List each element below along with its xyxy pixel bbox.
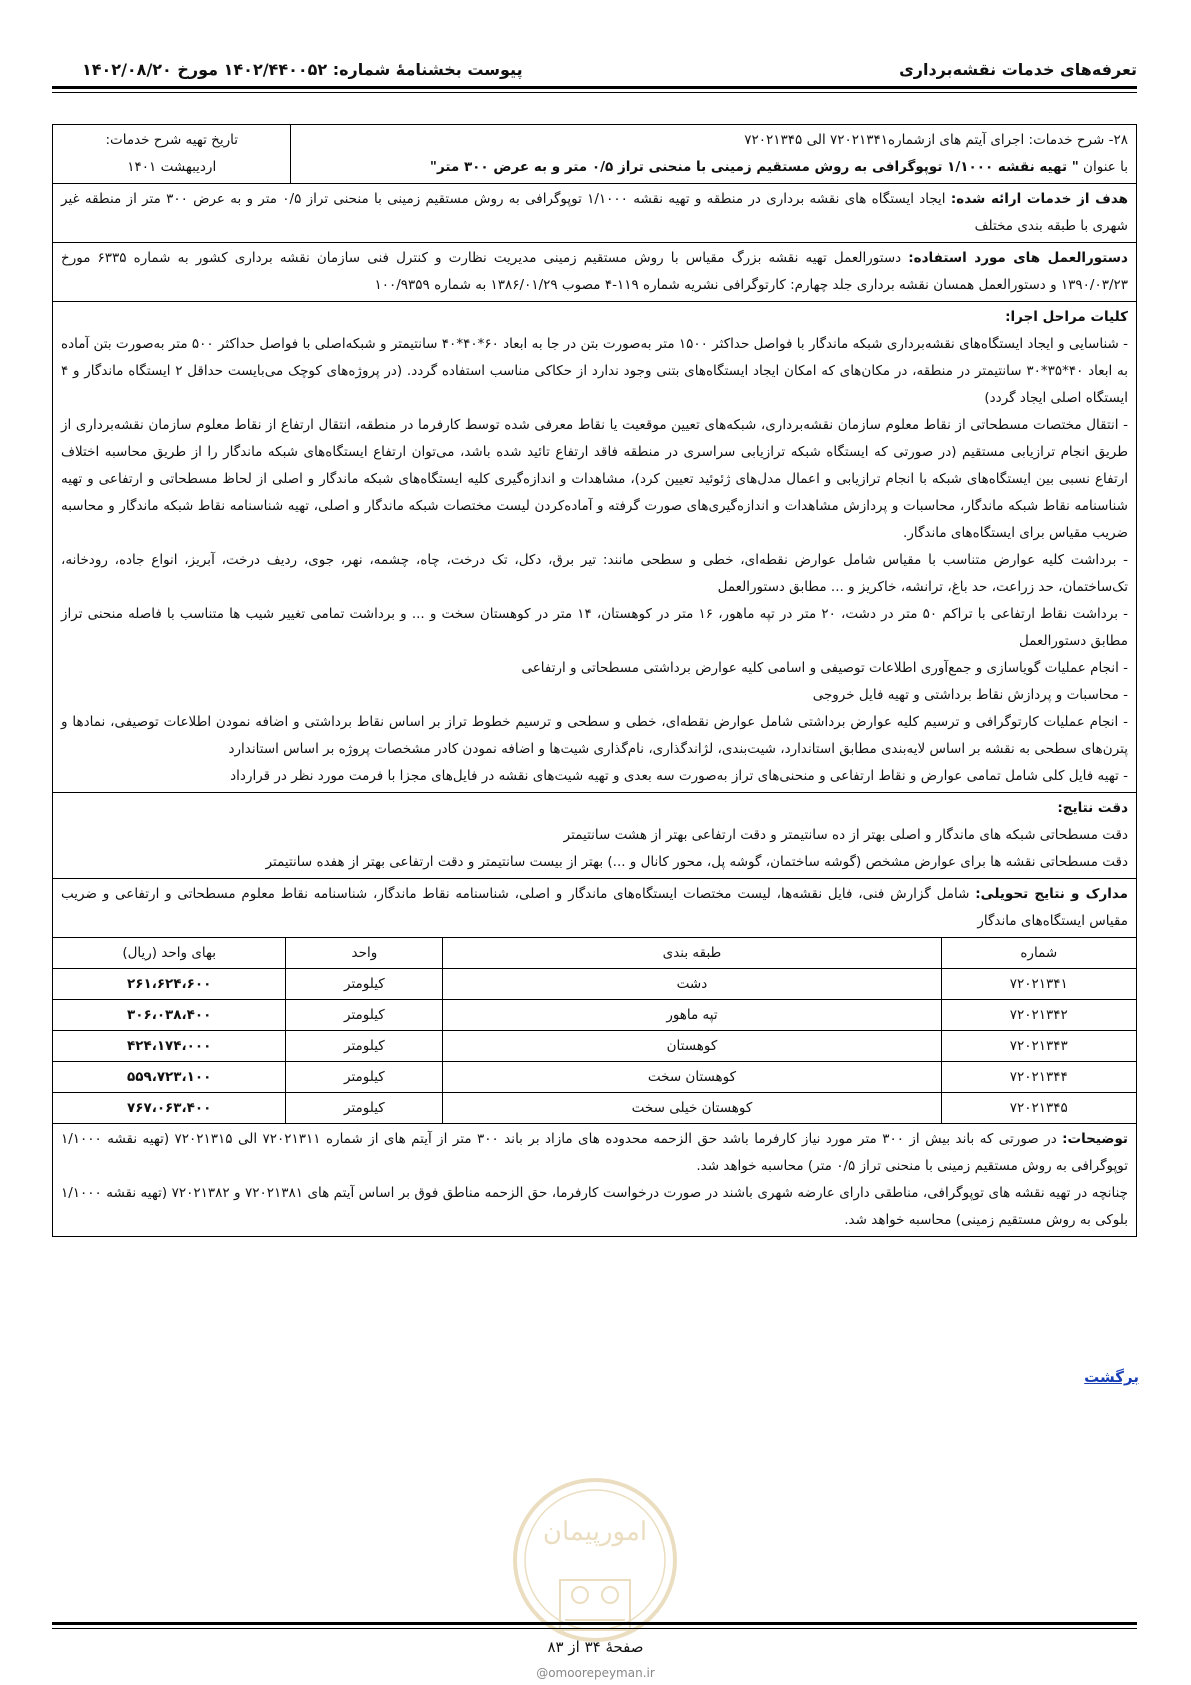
note-paragraph [61,1126,1128,1180]
watermark-text: امورپیمان [542,1517,648,1547]
row-unit: کیلومتر [286,1093,443,1124]
goal-label: هدف از خدمات ارائه شده: [950,191,1128,207]
service-frame [52,124,1137,1237]
row-price: ۵۵۹،۷۲۳،۱۰۰ [53,1062,286,1093]
instructions-label: دستورالعمل های مورد استفاده: [908,250,1128,266]
price-header-row [53,938,1136,969]
step-item: - برداشت نقاط ارتفاعی با تراکم ۵۰ متر در دشت، ۲۰ متر در تپه ماهور، ۱۶ متر در کوهستان، ۱۴ متر در کوهستان سخت و ... و برداشت تمامی تغییر شیب ها متناسب با فاصله منحنی تراز مطابق دستورالعمل [61,606,1129,649]
note-paragraph: چنانچه در تهیه نقشه های توپوگرافی، مناطقی دارای عارضه شهری باشند در صورت درخواست کارفرما، حق الزحمه مناطق فوق بر اساس آیتم های ۷۲۰۲۱۳۸۱ و ۷۲۰۲۱۳۸۲ (تهیه نقشه ۱/۱۰۰۰ بلوکی به روش مستقیم زمینی) محاسبه خواهد شد. [61,1185,1128,1228]
service-date-cell [53,125,291,184]
row-price: ۲۶۱،۶۲۴،۶۰۰ [53,969,286,1000]
accuracy-title: دقت نتایج: [1057,800,1128,816]
deliverables-cell [53,879,1137,938]
row-unit: کیلومتر [286,1000,443,1031]
row-code: ۷۲۰۲۱۳۴۳ [941,1031,1136,1062]
row-class: تپه ماهور [443,1000,941,1031]
instructions-row [53,243,1137,302]
date-label: تاریخ تهیه شرح خدمات: [105,132,239,148]
step-item: - انجام عملیات کارتوگرافی و ترسیم کلیه عوارض برداشتی شامل عوارض نقطه‌ای، خطی و سطحی و ترسیم خطوط تراز بر اساس نقاط برداشتی و اضافه نمودن اطلاعات توصیفی، نمادها و پترن‌های سطحی به نقشه بر اساس لایه‌بندی مطابق استاندارد، شیت‌بندی، لژاندگذاری، نام‌گذاری شیت‌ها و اضافه نمودن کادر مشخصات پروژه بر اساس استاندارد [61,714,1128,757]
row-unit: کیلومتر [286,1062,443,1093]
header-price: بهای واحد (ریال) [53,938,286,969]
deliverables-text: شامل گزارش فنی، فایل نقشه‌ها، لیست مختصات ایستگاه‌های ماندگار و اصلی، شناسنامه نقاط ماندگار، شناسنامه نقاط معلوم مسطحاتی و ارتفاعی و ضریب مقیاس ایستگاه‌های ماندگار [61,886,1128,929]
table-row [53,969,1136,1000]
circular-reference: پیوست بخشنامهٔ شماره: ۱۴۰۲/۴۴۰۰۵۲ مورخ ۱۴۰۲/۰۸/۲۰ [82,60,523,79]
price-table-cell [53,938,1137,1124]
goal-row [53,184,1137,243]
instructions-text: دستورالعمل تهیه نقشه بزرگ مقیاس با روش مستقیم زمینی مدیریت نظارت و کنترل فنی سازمان نقشه برداری کشور به شماره ۶۳۳۵ مورخ ۱۳۹۰/۰۳/۲۳ و دستورالعمل همسان نقشه برداری جلد چهارم: کارتوگرافی نشریه شماره ۱۱۹-۴ مصوب ۱۳۸۶/۰۱/۲۹ به شماره ۱۰۰/۹۳۵۹ [61,250,1128,293]
row-class: کوهستان [443,1031,941,1062]
price-table [53,938,1136,1123]
steps-list [61,331,1128,790]
step-item: - محاسبات و پردازش نقاط برداشتی و تهیه فایل خروجی [812,687,1128,703]
notes-cell [53,1124,1137,1237]
accuracy-cell [53,793,1137,879]
row-price: ۴۲۴،۱۷۴،۰۰۰ [53,1031,286,1062]
note-text: در صورتی که باند بیش از ۳۰۰ متر مورد نیاز کارفرما باشد حق الزحمه محدوده های مازاد بر باند ۳۰۰ متر از آیتم های از شماره ۷۲۰۲۱۳۱۱ الی ۷۲۰۲۱۳۱۵ (تهیه نقشه ۱/۱۰۰۰ توپوگرافی به روش مستقیم زمینی با منحنی تراز ۰/۵ متر) محاسبه خواهد شد. [61,1131,1128,1174]
row-code: ۷۲۰۲۱۳۴۲ [941,1000,1136,1031]
steps-row [53,302,1137,793]
step-item: - انتقال مختصات مسطحاتی از نقاط معلوم سازمان نقشه‌برداری، شبکه‌های تعیین موقعیت یا نقاط معرفی شده توسط کارفرما در منطقه، انتقال ارتفاع از نقاط معلوم سازمان نقشه‌برداری از طریق انجام ترازیابی مستقیم (در صورتی که ایستگاه شبکه ترازیابی سراسری در منطقه فاقد ارتفاع تائید شده باشد، می‌توان ارتفاع ایستگاه‌های شبکه ماندگار را از طریق محاسبه اختلاف ارتفاع نسبی بین ایستگاه‌های شبکه با انجام ترازیابی و اعمال مدل‌های ژئوئید تعیین کرد)، مشاهدات و اندازه‌گیری کلیه ایستگاه‌های شبکه ماندگار و اصلی از لحاظ مسطحاتی و ارتفاعی و تهیه شناسنامه نقاط شبکه ماندگار، محاسبات و پردازش مشاهدات و اندازه‌گیری‌های صورت گرفته و آماده‌کردن لیست مختصات شبکه ماندگار و اصلی، تهیه شناسنامه نقاط شبکه ماندگار و محاسبه ضریب مقیاس برای ایستگاه‌های ماندگار. [61,417,1128,541]
goal-cell [53,184,1137,243]
row-unit: کیلومتر [286,1031,443,1062]
service-title-line [299,154,1128,181]
service-table [52,124,1137,1237]
accuracy-line: دقت مسطحاتی نقشه ها برای عوارض مشخص (گوشه ساختمان، گوشه پل، محور کانال و ...) بهتر از بیست سانتیمتر و دقت ارتفاعی بهتر از هفده سانتیمتر [265,854,1128,870]
table-row [53,1062,1136,1093]
header-rule-top [52,86,1137,89]
page-number: صفحهٔ ۳۴ از ۸۳ [547,1638,644,1656]
instructions-cell [53,243,1137,302]
steps-cell [53,302,1137,793]
header-class: طبقه بندی [443,938,941,969]
deliverables-row [53,879,1137,938]
header-unit: واحد [286,938,443,969]
row-class: کوهستان سخت [443,1062,941,1093]
doc-title: تعرفه‌های خدمات نقشه‌برداری [899,60,1137,79]
service-description-cell [291,125,1137,184]
steps-title: کلیات مراحل اجرا: [1005,309,1128,325]
row-code: ۷۲۰۲۱۳۴۴ [941,1062,1136,1093]
notes-label: توضیحات: [1062,1131,1128,1147]
table-row [53,1093,1136,1124]
notes-row [53,1124,1137,1237]
row-code: ۷۲۰۲۱۳۴۵ [941,1093,1136,1124]
footer-rule-bottom [52,1628,1137,1629]
date-value: اردیبهشت ۱۴۰۱ [127,159,217,175]
price-table-row [53,938,1137,1124]
row-price: ۷۶۷،۰۶۳،۴۰۰ [53,1093,286,1124]
accuracy-row [53,793,1137,879]
step-item: - شناسایی و ایجاد ایستگاه‌های نقشه‌برداری شبکه ماندگار با فواصل حداکثر ۱۵۰۰ متر به‌صورت بتن در جا به ابعاد ۶۰*۴۰*۴۰ سانتیمتر و شبکه‌اصلی با فواصل حداکثر ۵۰۰ متر به‌صورت بتن آماده به ابعاد ۴۰*۳۵*۳۰ سانتیمتر در منطقه، در مکان‌های که امکان ایجاد ایستگاه‌های بتنی وجود ندارد از حکاکی مناسب استفاده گردد. (در پروژه‌های کوچک می‌بایست حداقل ۲ ایستگاه ماندگار و ۴ ایستگاه اصلی ایجاد گردد) [61,336,1129,406]
site-handle: @omoorepeyman.ir [536,1666,655,1680]
step-item: - انجام عملیات گویاسازی و جمع‌آوری اطلاعات توصیفی و اسامی کلیه عوارض برداشتی مسطحاتی و ارتفاعی [521,660,1128,676]
row-class: دشت [443,969,941,1000]
row-unit: کیلومتر [286,969,443,1000]
row-code: ۷۲۰۲۱۳۴۱ [941,969,1136,1000]
table-row [53,1031,1136,1062]
row-class: کوهستان خیلی سخت [443,1093,941,1124]
back-link[interactable]: برگشت [1084,1368,1139,1386]
header-code: شماره [941,938,1136,969]
step-item: - تهیه فایل کلی شامل تمامی عوارض و نقاط ارتفاعی و منحنی‌های تراز به‌صورت سه بعدی و تهیه شیت‌های نقشه در فایل‌های مجزا با فرمت مورد نظر در قرارداد [230,768,1128,784]
row-price: ۳۰۶،۰۳۸،۴۰۰ [53,1000,286,1031]
service-description: ۲۸- شرح خدمات: اجرای آیتم های ازشماره۷۲۰۲۱۳۴۱ الی ۷۲۰۲۱۳۴۵ [744,132,1128,148]
goal-text: ایجاد ایستگاه های نقشه برداری در منطقه و تهیه نقشه ۱/۱۰۰۰ توپوگرافی به روش مستقیم زمینی با منحنی تراز ۰/۵ متر و به عرض ۳۰۰ متر از منطقه غیر شهری با طبقه بندی مختلف [61,191,1128,234]
deliverables-label: مدارک و نتایج تحویلی: [975,886,1129,902]
service-title-prefix: با عنوان [1078,159,1128,175]
accuracy-line: دقت مسطحاتی شبکه های ماندگار و اصلی بهتر از ده سانتیمتر و دقت ارتفاعی بهتر از هشت سانتیمتر [563,827,1128,843]
footer-rule-top [52,1622,1137,1625]
service-header-row [53,125,1137,184]
header-rule-bottom [52,92,1137,93]
table-row [53,1000,1136,1031]
service-title: " تهیه نقشه ۱/۱۰۰۰ توپوگرافی به روش مستقیم زمینی با منحنی تراز ۰/۵ متر و به عرض ۳۰۰ متر" [429,159,1079,175]
step-item: - برداشت کلیه عوارض متناسب با مقیاس شامل عوارض نقطه‌ای، خطی و سطحی مانند: تیر برق، دکل، تک درخت، چاه، چشمه، نهر، جوی، ردیف درخت، آبریز، انواع جاده، رودخانه، تک‌ساختمان، حد زراعت، حد باغ، ترانشه، خاکریز و ... مطابق دستورالعمل [61,552,1128,595]
